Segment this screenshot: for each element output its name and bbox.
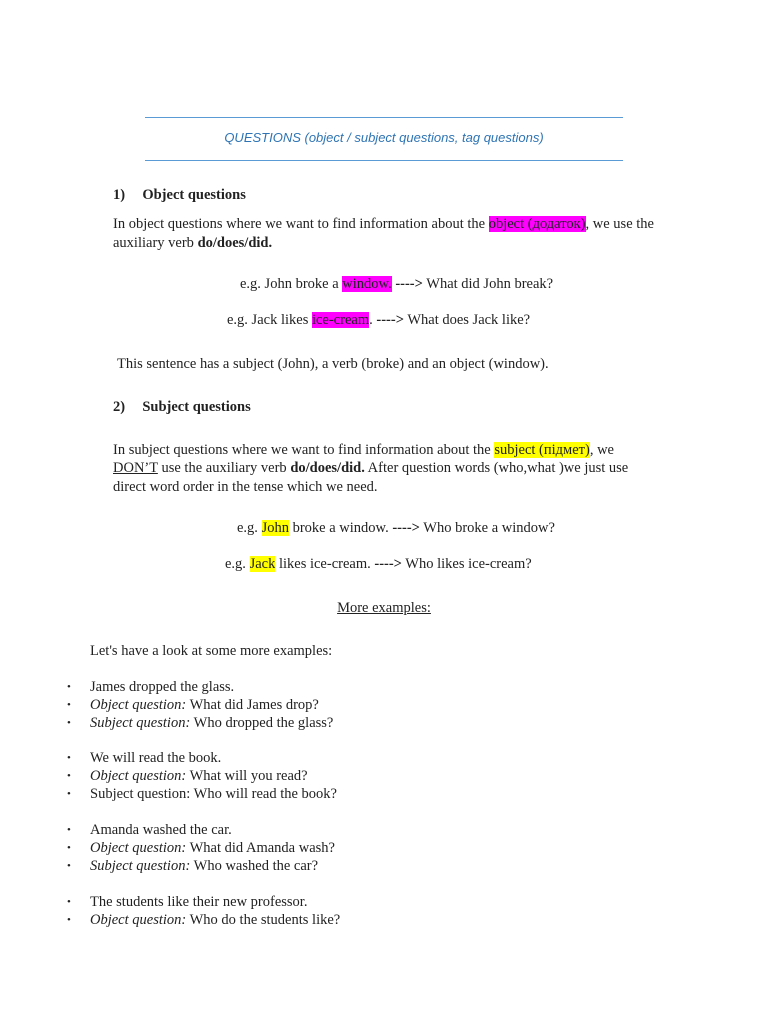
object-question-text: Who do the students like? xyxy=(186,911,341,928)
section-1-example-2 xyxy=(227,312,530,329)
header-rule-top xyxy=(145,117,623,118)
auxiliary-verbs: do/does/did. xyxy=(197,235,273,251)
bullet: • xyxy=(67,716,71,729)
highlight-object: object (додаток) xyxy=(488,216,586,232)
subject-question-text: Who dropped the glass? xyxy=(190,714,334,731)
bullet: • xyxy=(67,913,71,926)
object-question-label: Object question: xyxy=(90,767,187,784)
section-2-intro-line1 xyxy=(113,442,614,459)
subject-question-label: Subject question: xyxy=(90,714,191,731)
bullet: • xyxy=(67,752,71,764)
section-1-number: 1) xyxy=(113,187,126,203)
highlight-jack: Jack xyxy=(249,556,276,572)
highlight-window: window. xyxy=(342,276,392,292)
subject-question-text: Subject question: Who will read the book? xyxy=(90,785,337,802)
intro-text-after: , we xyxy=(589,442,614,458)
example-text: e.g. xyxy=(237,520,262,536)
section-2-example-1 xyxy=(237,520,555,537)
object-question-text: What did James drop? xyxy=(186,696,319,713)
example-statement: James dropped the glass. xyxy=(90,679,235,695)
bullet: • xyxy=(67,787,71,800)
object-question-label: Object question: xyxy=(90,696,187,713)
bullet: • xyxy=(67,824,71,836)
section-1-heading xyxy=(113,187,246,204)
example-text: likes ice-cream. xyxy=(275,556,375,572)
more-examples-lead: Let's have a look at some more examples: xyxy=(90,643,333,659)
example-statement: The students like their new professor. xyxy=(90,894,308,910)
example-text: broke a window. xyxy=(288,520,393,536)
bullet: • xyxy=(67,681,71,693)
intro-text: In object questions where we want to find information about the xyxy=(113,216,489,232)
intro-text-after: After question words (who,what )we just use xyxy=(364,460,629,476)
subject-question-text: Who washed the car? xyxy=(190,857,319,874)
arrow: ----> xyxy=(391,276,423,292)
auxiliary-verbs: do/does/did. xyxy=(290,460,365,476)
section-2-number: 2) xyxy=(113,399,126,415)
subject-question-label: Subject question: xyxy=(90,857,191,874)
example-question: Who likes ice-cream? xyxy=(401,556,532,572)
arrow: ----> xyxy=(374,556,402,572)
bullet: • xyxy=(67,859,71,872)
highlight-subject: subject (підмет) xyxy=(494,442,590,458)
header-rule-bottom xyxy=(145,160,623,161)
dont-underlined: DON’T xyxy=(113,460,158,476)
page-title: QUESTIONS (object / subject questions, tag questions) xyxy=(224,130,544,145)
section-1-intro-line2 xyxy=(113,235,272,252)
section-2-example-2 xyxy=(225,556,532,573)
highlight-john: John xyxy=(261,520,289,536)
bullet: • xyxy=(67,896,71,908)
intro-text-after: , we use the xyxy=(585,216,654,232)
section-1-intro-line1 xyxy=(113,216,654,233)
bullet: • xyxy=(67,698,71,711)
intro-text: use the auxiliary verb xyxy=(157,460,291,476)
section-1-title: Object questions xyxy=(142,187,246,203)
section-1-example-1 xyxy=(240,276,553,293)
example-statement: We will read the book. xyxy=(90,750,222,766)
object-question-text: What will you read? xyxy=(186,767,308,784)
intro-text: In subject questions where we want to find information about the xyxy=(113,442,495,458)
example-question: What did John break? xyxy=(422,276,554,292)
example-text: e.g. John broke a xyxy=(240,276,343,292)
intro-text: auxiliary verb xyxy=(113,235,198,251)
example-dot: . xyxy=(369,312,373,328)
section-1-note: This sentence has a subject (John), a verb (broke) and an object (window). xyxy=(117,356,549,372)
example-statement: Amanda washed the car. xyxy=(90,822,232,838)
section-2-intro-line3: direct word order in the tense which we need. xyxy=(113,479,378,495)
example-text: e.g. Jack likes xyxy=(227,312,312,328)
more-examples-heading: More examples: xyxy=(337,600,431,616)
highlight-ice-cream: ice-cream xyxy=(311,312,370,328)
example-text: e.g. xyxy=(225,556,250,572)
arrow: ----> xyxy=(372,312,404,328)
object-question-label: Object question: xyxy=(90,911,187,928)
arrow: ----> xyxy=(392,520,420,536)
example-question: Who broke a window? xyxy=(419,520,555,536)
section-2-heading xyxy=(113,399,251,416)
object-question-text: What did Amanda wash? xyxy=(186,839,335,856)
object-question-label: Object question: xyxy=(90,839,187,856)
bullet: • xyxy=(67,769,71,782)
section-2-intro-line2 xyxy=(113,460,628,477)
example-question: What does Jack like? xyxy=(403,312,531,328)
bullet: • xyxy=(67,841,71,854)
section-2-title: Subject questions xyxy=(142,399,251,415)
